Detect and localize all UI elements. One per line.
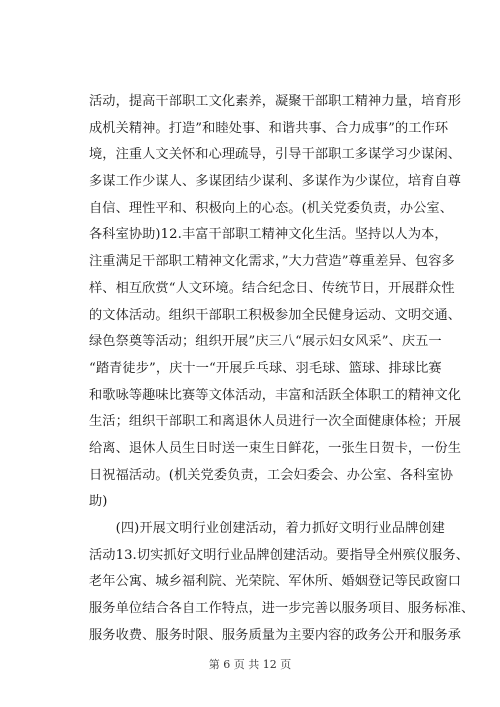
text-line: 的文体活动。组织干部职工积极参加全民健身运动、文明交通、 — [89, 307, 462, 323]
text-line: 服务收费、服务时限、服务质量为主要内容的政务公开和服务承 — [89, 627, 462, 643]
text-line: 活动，提高干部职工文化素养，凝聚干部职工精神力量，培育形 — [89, 94, 462, 109]
text-line: 各科室协助)12.丰富干部职工精神文化生活。坚持以人为本， — [89, 227, 448, 243]
text-line: 生活；组织干部职工和离退休人员进行一次全面健康体检；开展 — [89, 414, 462, 430]
text-line: 日祝福活动。(机关党委负责，工会妇委会、办公室、各科室协 — [89, 467, 454, 483]
section-heading-line: (四)开展文明行业创建活动，着力抓好文明行业品牌创建 — [89, 521, 445, 536]
text-line: 成机关精神。打造”和睦处事、和谐共事、合力成事”的工作环 — [89, 120, 449, 136]
text-line: 助) — [89, 494, 108, 510]
text-line: 和歌咏等趣味比赛等文体活动，丰富和活跃全体职工的精神文化 — [89, 387, 462, 403]
text-line: 境，注重人文关怀和心理疏导，引导干部职工多谋学习少谋闲、 — [89, 147, 462, 163]
text-line: 多谋工作少谋人、多谋团结少谋利、多谋作为少谋位，培育自尊 — [89, 174, 462, 190]
text-line: “踏青徒步”，庆十一“开展乒乓球、羽毛球、篮球、排球比赛 — [89, 360, 442, 376]
text-line: 活动13.切实抓好文明行业品牌创建活动。要指导全州殡仪服务、 — [89, 547, 470, 563]
body-text — [89, 89, 475, 649]
text-line: 绿色祭奠等活动；组织开展”庆三八“展示妇女风采”、庆五一 — [89, 334, 442, 350]
page-footer: 第 6 页 共 12 页 — [208, 658, 292, 671]
text-line: 注重满足干部职工精神文化需求，”大力营造”尊重差异、包容多 — [89, 254, 455, 270]
text-line: 给离、退休人员生日时送一束生日鲜花，一张生日贺卡，一份生 — [89, 440, 462, 456]
text-line: 样、相互欣赏“人文环境。结合纪念日、传统节日，开展群众性 — [89, 280, 455, 296]
text-line: 服务单位结合各自工作特点，进一步完善以服务项目、服务标准、 — [89, 601, 475, 617]
text-line: 老年公寓、城乡福利院、光荣院、军休所、婚姻登记等民政窗口 — [89, 574, 462, 590]
text-line: 自信、理性平和、积极向上的心态。(机关党委负责，办公室、 — [89, 200, 454, 216]
